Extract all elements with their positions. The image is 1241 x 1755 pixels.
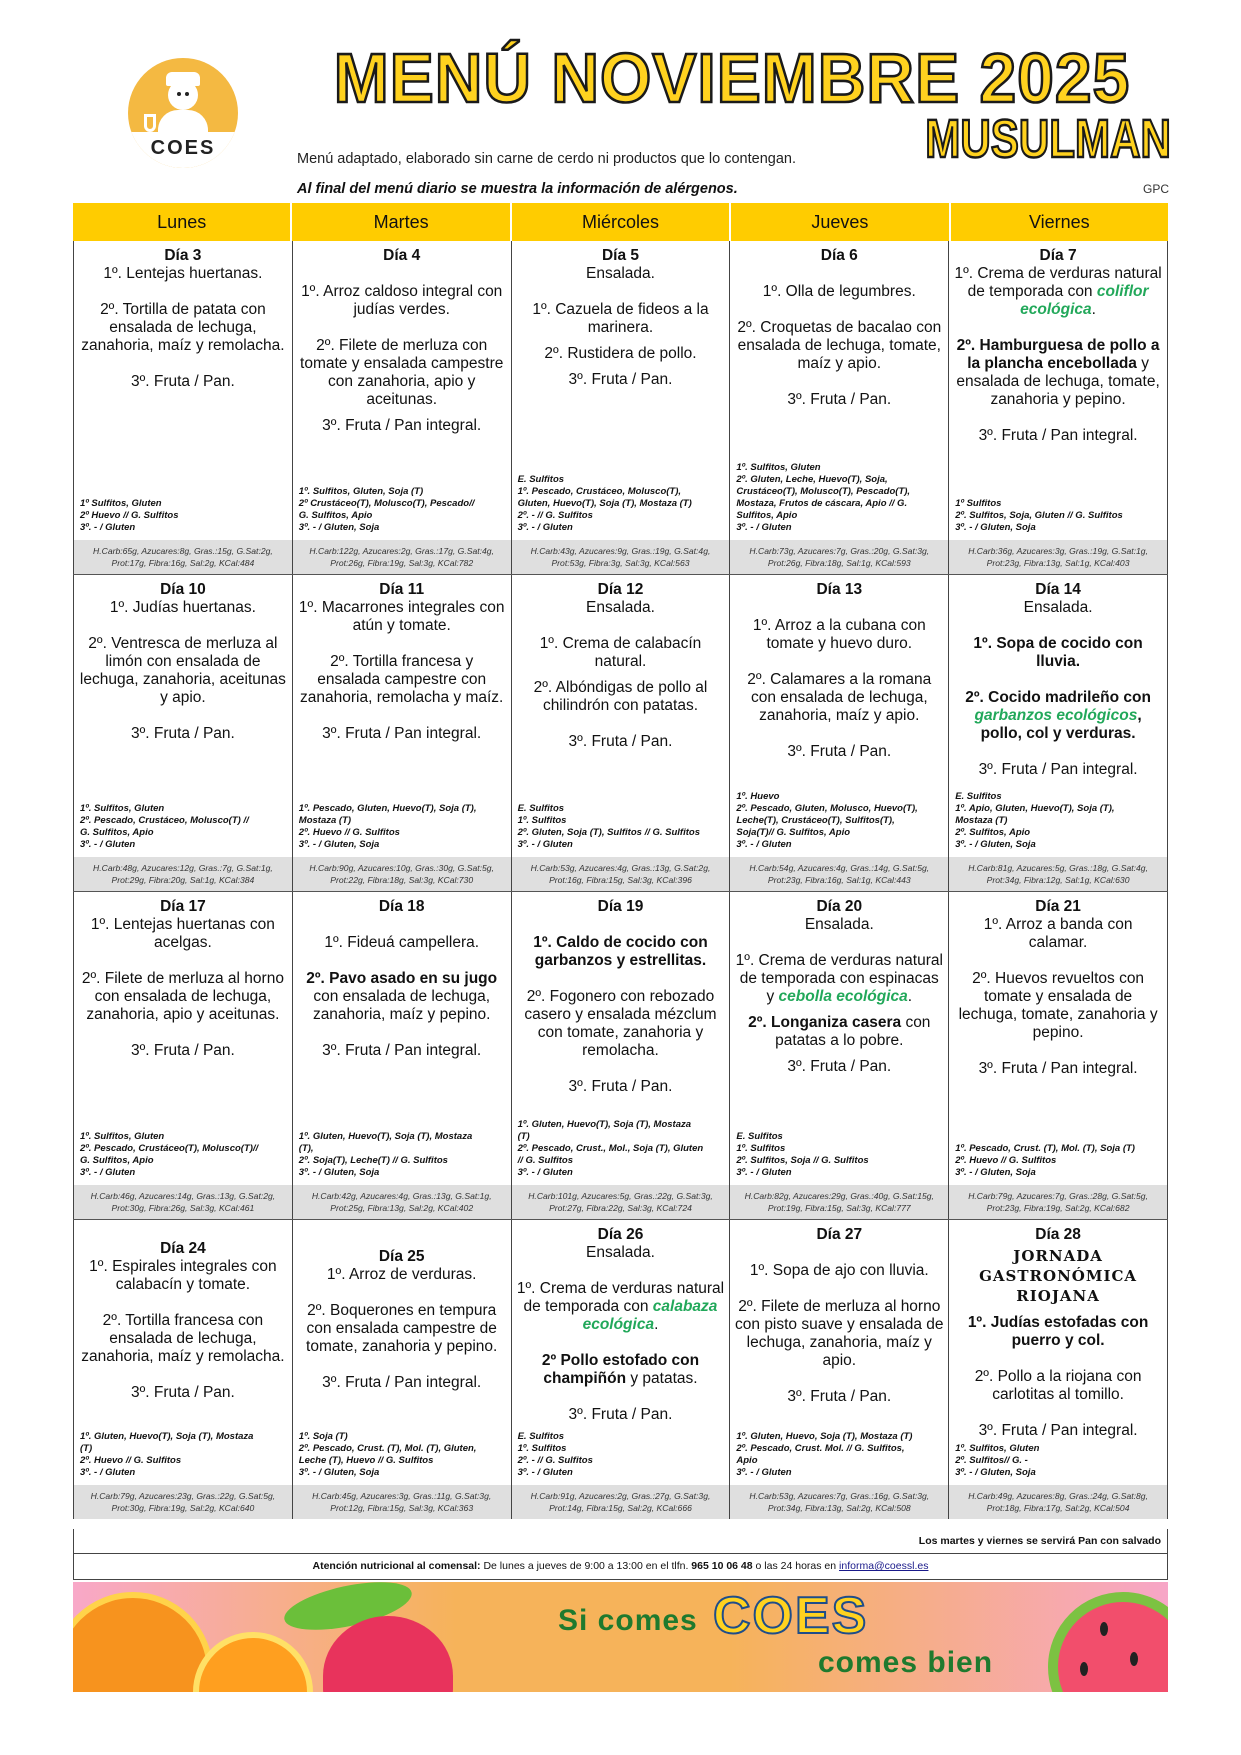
second-course: 2º. Albóndigas de pollo al chilindrón con patatas. [533,679,708,714]
second-course: 2º. Rustidera de pollo. [544,345,697,362]
second-course: 2º. Tortilla francesa con ensalada de lechuga, zanahoria, maíz y remolacha. [81,1312,285,1365]
day-title: Día 10 [160,581,206,598]
day-cell [948,1220,1168,1519]
nutrition-info: H.Carb:122g, Azucares:2g, Gras.:17g, G.Sat:4g, Prot:26g, Fibra:19g, Sal:3g, KCal:782 [293,540,511,574]
first-course: 1º. Lentejas huertanas. [103,265,263,282]
menu-type-title: MUSULMAN [925,109,1171,169]
watermelon-icon [1048,1592,1168,1692]
dessert: 3º. Fruta / Pan integral. [978,1060,1138,1077]
allergen-list: 1º. Sulfitos, Gluten, Soja (T) 2º Crustáceo(T), Molusco(T), Pescado// G. Sulfitos, Apio 3º. - / Gluten, Soja [298,486,475,533]
first-course: 1º. Lentejas huertanas con acelgas. [90,916,275,951]
day-title: Día 13 [816,581,863,598]
allergen-list: E. Sulfitos 1º. Sulfitos 2º. Gluten, Soja (T), Sulfitos // G. Sulfitos 3º. - / Gluten [517,803,700,850]
dessert: 3º. Fruta / Pan. [130,1384,235,1401]
day-cell [73,575,292,891]
second-course: 2º. Tortilla de patata con ensalada de lechuga, zanahoria, maíz y remolacha. [81,301,285,354]
cup-icon [144,114,156,132]
dessert: 3º. Fruta / Pan integral. [322,725,482,742]
dessert: 3º. Fruta / Pan integral. [978,761,1138,778]
day-title: Día 11 [379,581,425,598]
day-cell [292,241,511,574]
nutrition-info: H.Carb:45g, Azucares:3g, Gras.:11g, G.Sat:3g, Prot:12g, Fibra:15g, Sal:3g, KCal:363 [293,1485,511,1519]
weekday-header: Martes [291,203,510,241]
nutrition-info: H.Carb:54g, Azucares:4g, Gras.:14g, G.Sat:5g, Prot:23g, Fibra:16g, Sal:1g, KCal:443 [730,857,948,891]
allergen-note: Al final del menú diario se muestra la información de alérgenos. [297,181,738,197]
first-course: 1º. Crema de verduras natural de temporada con coliflor ecológica. [954,265,1162,318]
first-course: 1º. Arroz de verduras. [326,1266,477,1283]
dessert: 3º. Fruta / Pan. [130,725,235,742]
day-cell [948,575,1168,891]
first-course: 1º. Sopa de ajo con lluvia. [749,1262,929,1279]
day-cell [948,241,1168,574]
week-row [73,574,1168,891]
allergen-list: 1º. Gluten, Huevo(T), Soja (T), Mostaza (T) 2º. Pescado, Crust., Mol., Soja (T), Gluten // G. Sulfitos 3º. - / Gluten [517,1119,704,1178]
day-title: Día 20 [816,898,863,915]
dessert: 3º. Fruta / Pan. [568,371,673,388]
dessert: 3º. Fruta / Pan integral. [978,1422,1138,1439]
second-course: 2º. Huevos revueltos con tomate y ensalada de lechuga, tomate, zanahoria y pepino. [958,970,1158,1041]
week-row [73,1219,1168,1519]
orange-slice-icon [193,1632,313,1692]
day-cell [292,892,511,1219]
nutrition-info: H.Carb:91g, Azucares:2g, Gras.:27g, G.Sat:3g, Prot:14g, Fibra:15g, Sal:2g, KCal:666 [512,1485,730,1519]
first-course: 1º. Fideuá campellera. [324,934,480,951]
first-course: 1º. Crema de verduras natural de temporada con calabaza ecológica. [516,1280,725,1333]
nutrition-info: H.Carb:73g, Azucares:7g, Gras.:20g, G.Sat:3g, Prot:26g, Fibra:18g, Sal:1g, KCal:593 [730,540,948,574]
second-course: 2º. Fogonero con rebozado casero y ensalada mézclum con tomate, zanahoria y remolacha. [524,988,717,1059]
first-course: 1º. Judías estofadas con puerro y col. [967,1314,1149,1349]
day-title: Día 28 [1035,1226,1081,1243]
bread-note: Los martes y viernes se servirá Pan con salvado [73,1529,1168,1554]
slogan-banner [73,1582,1168,1692]
second-course: 2º. Pavo asado en su jugo con ensalada de lechuga, zanahoria, maíz y pepino. [306,970,498,1023]
allergen-list: 1º. Sulfitos, Gluten 2º. Pescado, Crustáceo, Molusco(T) // G. Sulfitos, Apio 3º. - / Gluten [80,803,249,850]
nutrition-info: H.Carb:48g, Azucares:12g, Gras.:7g, G.Sat:1g, Prot:29g, Fibra:20g, Sal:1g, KCal:384 [74,857,292,891]
day-title: Día 26 [597,1226,644,1243]
day-title: Día 18 [378,898,425,915]
day-cell [511,575,730,891]
first-course: 1º. Macarrones integrales con atún y tomate. [298,599,505,634]
allergen-list: 1º Sulfitos 2º. Sulfitos, Soja, Gluten // G. Sulfitos 3º. - / Gluten, Soja [955,498,1123,533]
second-course: 2º. Boquerones en tempura con ensalada campestre de tomate, zanahoria y pepino. [306,1302,498,1355]
dessert: 3º. Fruta / Pan integral. [322,1374,482,1391]
day-title: Día 14 [1035,581,1081,598]
weekday-header: Viernes [950,203,1168,241]
brand-name: COES [713,1587,869,1645]
second-course: 2º. Longaniza casera con patatas a lo pobre. [748,1014,931,1049]
dessert: 3º. Fruta / Pan. [568,1078,673,1095]
allergen-list: E. Sulfitos 1º. Sulfitos 2º. Sulfitos, Soja // G. Sulfitos 3º. - / Gluten [736,1131,869,1178]
coes-logo [128,58,238,168]
first-course: 1º. Espirales integrales con calabacín y tomate. [89,1258,277,1293]
allergen-list: 1º. Gluten, Huevo(T), Soja (T), Mostaza (T), 2º. Soja(T), Leche(T) // G. Sulfitos 3º. - / Gluten, Soja [298,1131,473,1178]
day-title: Día 6 [820,247,858,264]
second-course: 2º. Calamares a la romana con ensalada de lechuga, zanahoria, maíz y apio. [747,671,932,724]
dessert: 3º. Fruta / Pan. [787,391,892,408]
nutrition-info: H.Carb:81g, Azucares:5g, Gras.:18g, G.Sat:4g, Prot:34g, Fibra:12g, Sal:1g, KCal:630 [949,857,1167,891]
week-row [73,241,1168,574]
weekday-header: Miércoles [511,203,730,241]
chef-head-icon [168,80,198,110]
second-course: 2º. Hamburguesa de pollo a la plancha encebollada y ensalada de lechuga, tomate, zanahoria y pepino. [956,337,1160,408]
nutrition-info: H.Carb:82g, Azucares:29g, Gras.:40g, G.Sat:15g, Prot:19g, Fibra:15g, Sal:3g, KCal:777 [730,1185,948,1219]
allergen-list: 1º. Soja (T) 2º. Pescado, Crust. (T), Mol. (T), Gluten, Leche (T), Huevo // G. Sulfitos 3º. - / Gluten, Soja [298,1431,477,1478]
day-title: Día 19 [597,898,644,915]
nutrition-info: H.Carb:46g, Azucares:14g, Gras.:13g, G.Sat:2g, Prot:30g, Fibra:26g, Sal:3g, KCal:461 [74,1185,292,1219]
dessert: 3º. Fruta / Pan. [130,1042,235,1059]
page-title: MENÚ NOVIEMBRE 2025 [333,39,1131,117]
day-title: Día 3 [164,247,202,264]
day-cell [73,241,292,574]
allergen-list: E. Sulfitos 1º. Apio, Gluten, Huevo(T), Soja (T), Mostaza (T) 2º. Sulfitos, Apio 3º. - / Gluten, Soja [955,791,1115,850]
eco-ingredient: coliflor ecológica [1020,283,1149,318]
menu-table [73,203,1168,1519]
nutrition-info: H.Carb:90g, Azucares:10g, Gras.:30g, G.Sat:5g, Prot:22g, Fibra:18g, Sal:3g, KCal:730 [293,857,511,891]
second-course: 2º. Filete de merluza al horno con ensalada de lechuga, zanahoria, apio y aceitunas. [81,970,284,1023]
salad: Ensalada. [586,265,655,282]
email-link[interactable]: informa@coessl.es [839,1560,929,1572]
salad: Ensalada. [804,916,874,933]
second-course: 2º Pollo estofado con champiñón y patatas. [541,1352,700,1387]
allergen-list: 1º. Sulfitos, Gluten 2º. Pescado, Crustáceo(T), Molusco(T)// G. Sulfitos, Apio 3º. - / Gluten [80,1131,259,1178]
day-cell [729,575,948,891]
day-title: Día 5 [601,247,640,264]
eco-ingredient: garbanzos ecológicos [974,707,1138,724]
second-course: 2º. Pollo a la riojana con carlotitas al tomillo. [974,1368,1142,1403]
orange-slice-icon [73,1592,213,1692]
second-course: 2º. Croquetas de bacalao con ensalada de lechuga, tomate, maíz y apio. [737,319,942,372]
allergen-list: E. Sulfitos 1º. Pescado, Crustáceo, Molusco(T), Gluten, Huevo(T), Soja (T), Mostaza (T) 2º. - // G. Sulfitos 3º. - / Gluten [517,474,692,533]
logo-text: COES [150,137,216,159]
week-row [73,891,1168,1219]
second-course: 2º. Filete de merluza con tomate y ensalada campestre con zanahoria, apio y aceitunas. [300,337,504,408]
nutrition-info: H.Carb:53g, Azucares:4g, Gras.:13g, G.Sat:2g, Prot:16g, Fibra:15g, Sal:3g, KCal:396 [512,857,730,891]
nutrition-info: H.Carb:43g, Azucares:9g, Gras.:19g, G.Sat:4g, Prot:53g, Fibra:3g, Sal:3g, KCal:563 [512,540,730,574]
nutrition-info: H.Carb:36g, Azucares:3g, Gras.:19g, G.Sat:1g, Prot:23g, Fibra:13g, Sal:1g, KCal:403 [949,540,1167,574]
dessert: 3º. Fruta / Pan integral. [322,1042,482,1059]
themed-day-title: JORNADA GASTRONÓMICA RIOJANA [979,1247,1138,1305]
second-course: 2º. Ventresca de merluza al limón con ensalada de lechuga, zanahoria, aceitunas y apio. [79,635,286,706]
nutrition-info: H.Carb:65g, Azucares:8g, Gras.:15g, G.Sat:2g, Prot:17g, Fibra:16g, Sal:2g, KCal:484 [74,540,292,574]
dessert: 3º. Fruta / Pan integral. [978,427,1138,444]
first-course: 1º. Arroz caldoso integral con judías verdes. [301,283,503,318]
day-cell [292,1220,511,1519]
nutrition-info: H.Carb:49g, Azucares:8g, Gras.:24g, G.Sat:8g, Prot:18g, Fibra:17g, Sal:2g, KCal:504 [949,1485,1167,1519]
allergen-list: 1º. Pescado, Crust. (T), Mol. (T), Soja (T) 2º. Huevo // G. Sulfitos 3º. - / Gluten, Soja [955,1143,1135,1178]
day-title: Día 24 [160,1240,206,1257]
salad: Ensalada. [586,1244,655,1261]
first-course: 1º. Cazuela de fideos a la marinera. [532,301,709,336]
nutrition-info: H.Carb:79g, Azucares:7g, Gras.:28g, G.Sat:5g, Prot:23g, Fibra:19g, Sal:2g, KCal:682 [949,1185,1167,1219]
day-title: Día 7 [1039,247,1077,264]
day-cell [73,1220,292,1519]
nutrition-info: H.Carb:42g, Azucares:4g, Gras.:13g, G.Sat:1g, Prot:25g, Fibra:13g, Sal:2g, KCal:402 [293,1185,511,1219]
eco-ingredient: calabaza ecológica [582,1298,718,1333]
nutrition-info: H.Carb:79g, Azucares:23g, Gras.:22g, G.Sat:5g, Prot:30g, Fibra:19g, Sal:2g, KCal:640 [74,1485,292,1519]
day-title: Día 12 [597,581,644,598]
dessert: 3º. Fruta / Pan. [568,733,673,750]
dessert: 3º. Fruta / Pan. [130,373,235,390]
first-course: 1º. Crema de calabacín natural. [539,635,702,670]
second-course: 2º. Tortilla francesa y ensalada campestre con zanahoria, remolacha y maíz. [300,653,504,706]
first-course: 1º. Arroz a la cubana con tomate y huevo duro. [752,617,926,652]
day-cell [292,575,511,891]
day-cell [948,892,1168,1219]
day-title: Día 21 [1035,898,1081,915]
day-cell [729,241,948,574]
slogan-start: Si comes [558,1604,698,1637]
day-title: Día 27 [816,1226,863,1243]
day-cell [511,241,730,574]
day-title: Día 4 [383,247,421,264]
salad: Ensalada. [1023,599,1093,616]
nutrition-info: H.Carb:101g, Azucares:5g, Gras.:22g, G.Sat:3g, Prot:27g, Fibra:22g, Sal:3g, KCal:724 [512,1185,730,1219]
first-course: 1º. Sopa de cocido con lluvia. [973,635,1143,670]
allergen-list: 1º. Sulfitos, Gluten 2º. Gluten, Leche, Huevo(T), Soja, Crustáceo(T), Molusco(T), Pescado(T), Mostaza, Frutos de cáscara, Apio // G. Sulfitos, Apio 3º. - / Gluten [736,462,911,533]
contact-info: Atención nutricional al comensal: De lunes a jueves de 9:00 a 13:00 en el tlfn. 965 10 06 48 o las 24 horas en informa@coessl.es [73,1554,1168,1580]
document-code: GPC [1142,182,1169,196]
dessert: 3º. Fruta / Pan. [787,1388,892,1405]
first-course: 1º. Arroz a banda con calamar. [983,916,1133,951]
first-course: 1º. Olla de legumbres. [762,283,916,300]
slogan-end: comes bien [818,1646,994,1679]
second-course: 2º. Filete de merluza al horno con pisto suave y ensalada de lechuga, zanahoria, maíz y apio. [735,1298,944,1369]
day-cell [729,1220,948,1519]
day-cell [511,1220,730,1519]
allergen-list: 1º Sulfitos, Gluten 2º Huevo // G. Sulfitos 3º. - / Gluten [80,498,179,533]
first-course: 1º. Crema de verduras natural de temporada con espinacas y cebolla ecológica. [735,952,943,1005]
weekday-header: Lunes [73,203,291,241]
day-cell [729,892,948,1219]
day-cell [73,892,292,1219]
menu-description: Menú adaptado, elaborado sin carne de cerdo ni productos que lo contengan. [297,151,796,167]
eco-ingredient: cebolla ecológica [778,988,908,1005]
dessert: 3º. Fruta / Pan. [787,743,892,760]
weekday-header: Jueves [730,203,949,241]
allergen-list: 1º. Sulfitos, Gluten 2º. Sulfitos// G. - 3º. - / Gluten, Soja [955,1443,1040,1478]
day-title: Día 17 [160,898,206,915]
allergen-list: 1º. Pescado, Gluten, Huevo(T), Soja (T), Mostaza (T) 2º. Huevo // G. Sulfitos 3º. - / Gluten, Soja [298,803,477,850]
allergen-list: 1º. Gluten, Huevo, Soja (T), Mostaza (T) 2º. Pescado, Crust. Mol. // G. Sulfitos, Apio 3º. - / Gluten [736,1431,913,1478]
allergen-list: 1º. Huevo 2º. Pescado, Gluten, Molusco, Huevo(T), Leche(T), Crustáceo(T), Sulfitos(T), Soja(T)// G. Sulfitos, Apio 3º. - / Gluten [736,791,918,850]
first-course: 1º. Caldo de cocido con garbanzos y estrellitas. [533,934,708,969]
allergen-list: 1º. Gluten, Huevo(T), Soja (T), Mostaza (T) 2º. Huevo // G. Sulfitos 3º. - / Gluten [80,1431,254,1478]
allergen-list: E. Sulfitos 1º. Sulfitos 2º. - // G. Sulfitos 3º. - / Gluten [517,1431,593,1478]
dessert: 3º. Fruta / Pan. [568,1406,673,1423]
dessert: 3º. Fruta / Pan. [787,1058,892,1075]
second-course: 2º. Cocido madrileño con garbanzos ecológicos, pollo, col y verduras. [965,689,1151,742]
salad: Ensalada. [586,599,655,616]
day-title: Día 25 [378,1248,425,1265]
first-course: 1º. Judías huertanas. [109,599,256,616]
dessert: 3º. Fruta / Pan integral. [322,417,482,434]
day-cell [511,892,730,1219]
weekday-header-row [73,203,1168,241]
nutrition-info: H.Carb:53g, Azucares:7g, Gras.:16g, G.Sat:3g, Prot:34g, Fibra:13g, Sal:2g, KCal:508 [730,1485,948,1519]
